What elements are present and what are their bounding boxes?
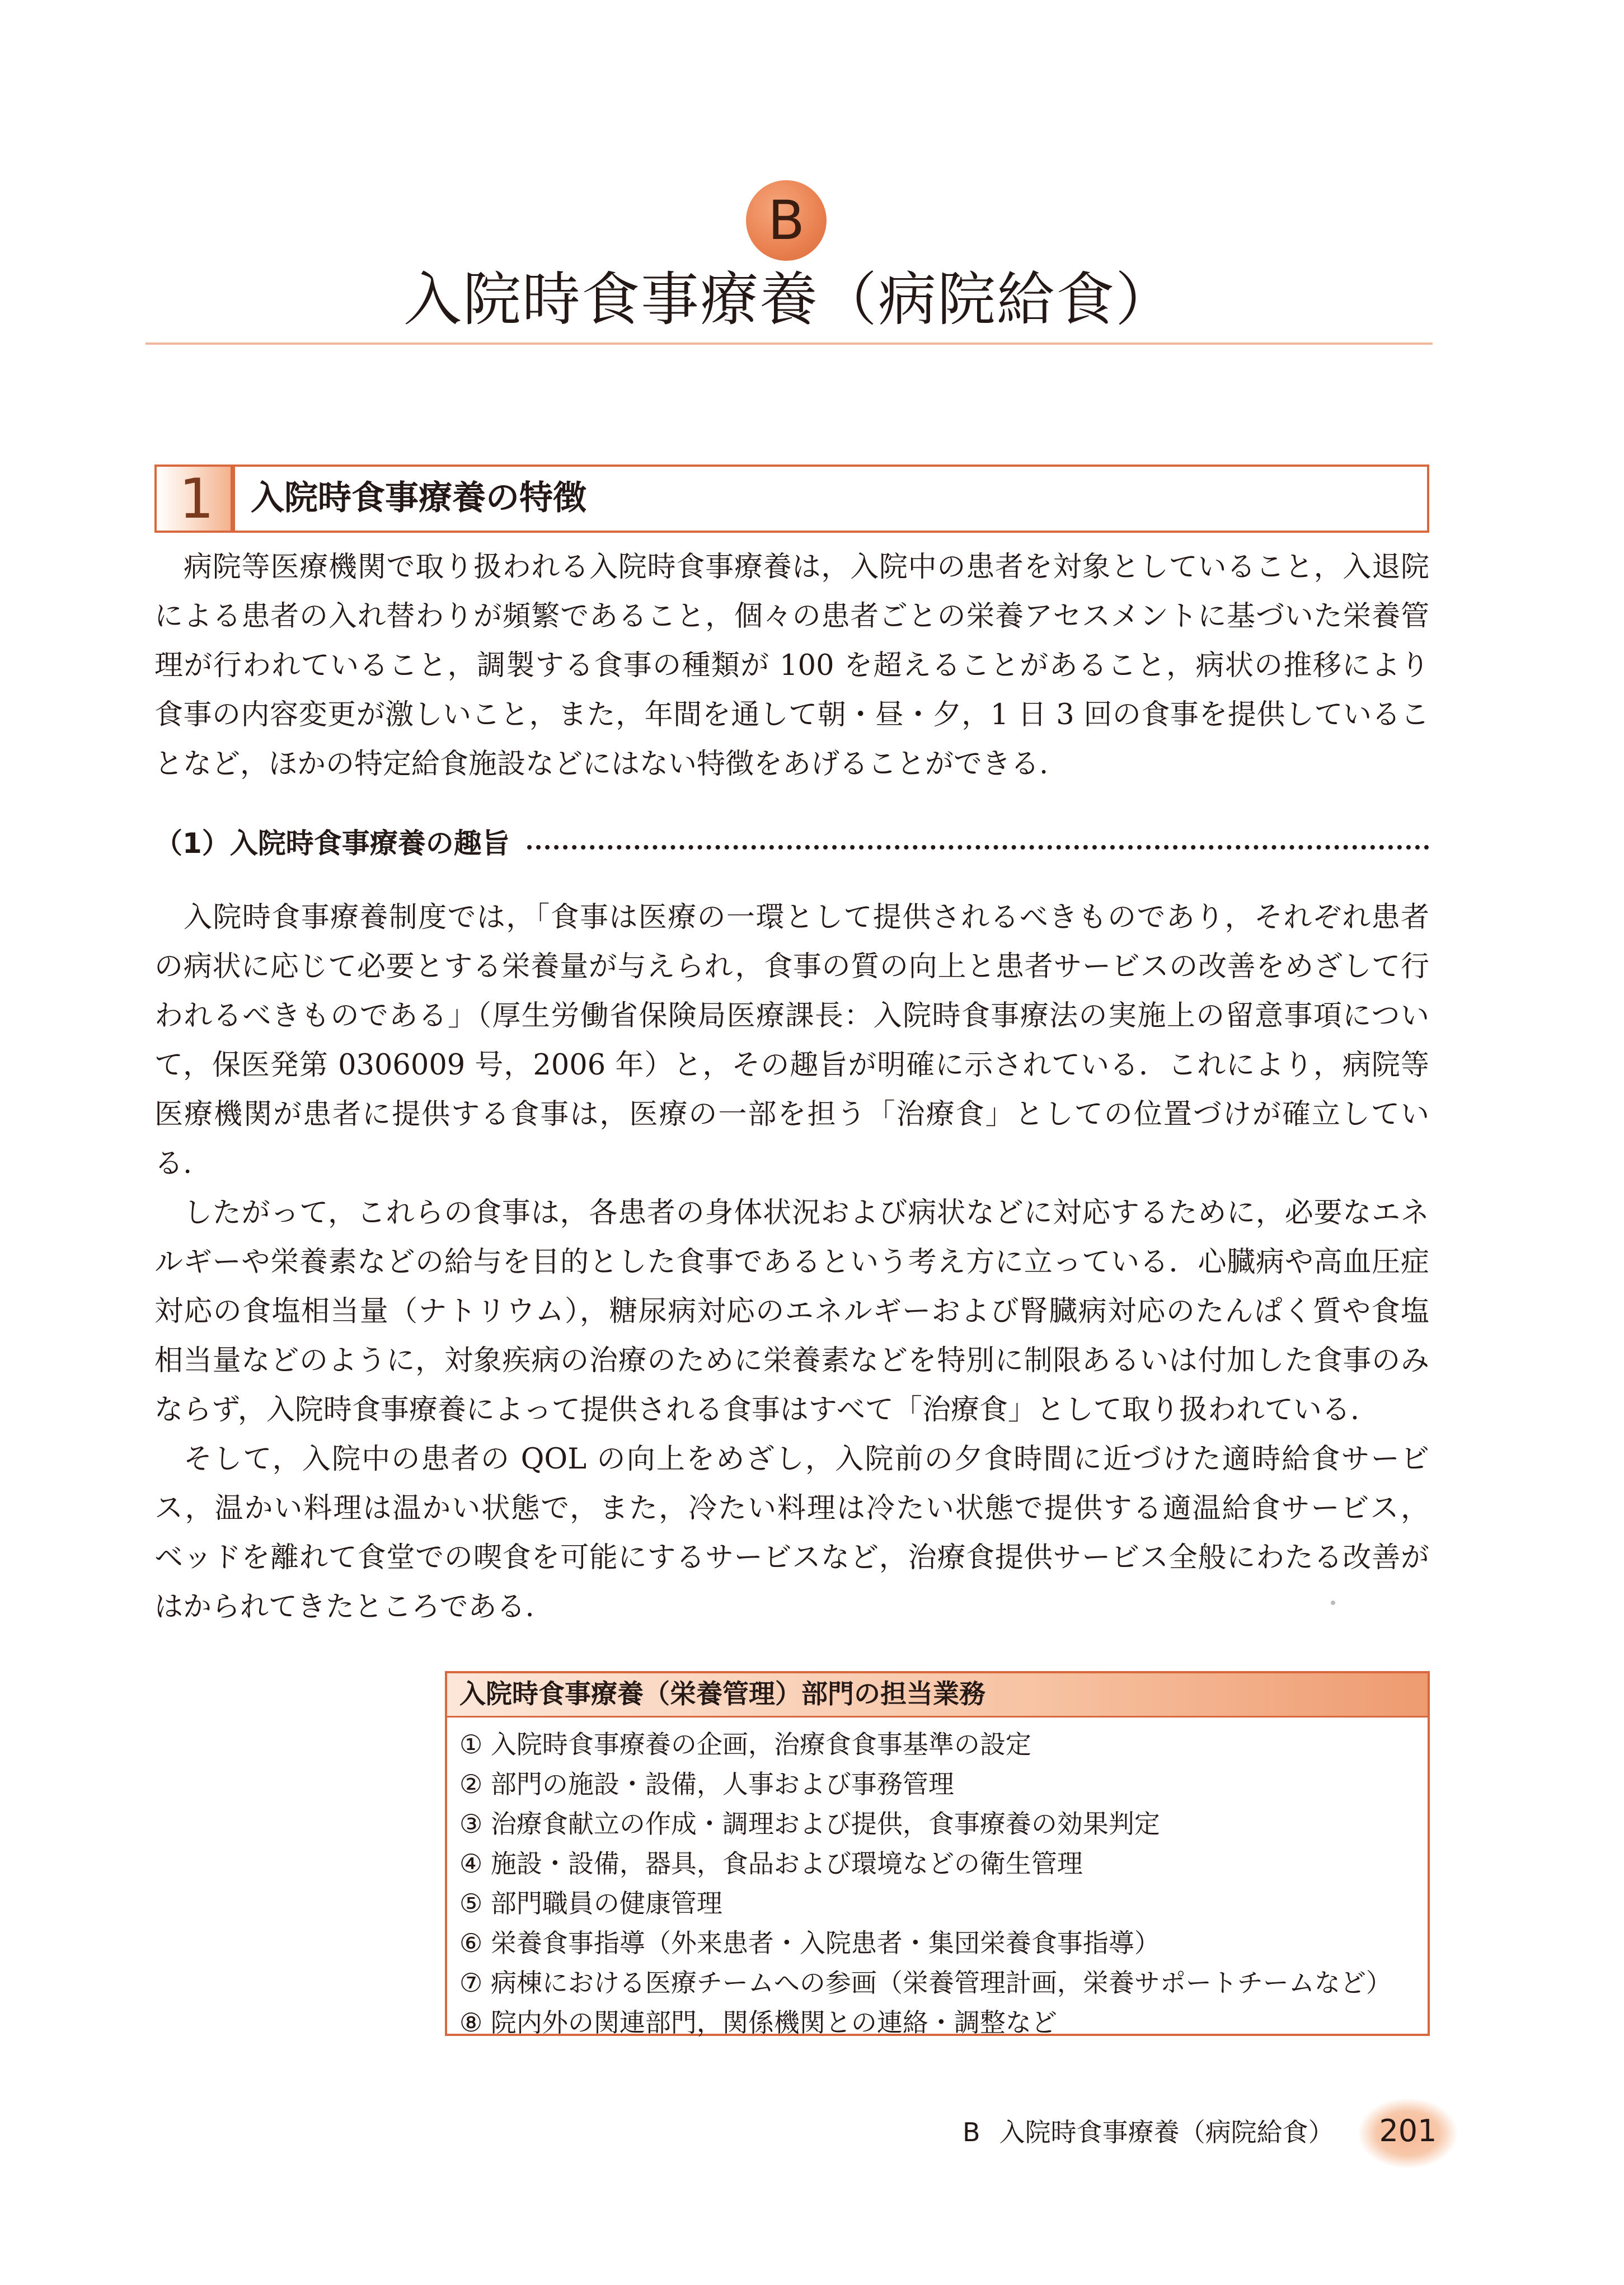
dotted-leader: [518, 845, 1429, 850]
text-line: そして，入院中の患者の QOL の向上をめざし，入院前の夕食時間に近づけた適時給食サービ: [184, 1443, 1429, 1476]
text-line: の病状に応じて必要とする栄養量が与えられ，食事の質の向上と患者サービスの改善をめざして行: [154, 950, 1429, 983]
footer-chapter-title: 入院時食事療養（病院給食）: [999, 2117, 1334, 2147]
text-line: 医療機関が患者に提供する食事は，医療の一部を担う「治療食」としての位置づけが確立してい: [154, 1098, 1429, 1131]
text-line: て，保医発第 0306009 号，2006 年）と，その趣旨が明確に示されている．これにより，病院等: [154, 1049, 1429, 1082]
subsection-heading: [154, 822, 1429, 866]
section-number-divider: [231, 467, 235, 531]
chapter-divider: [145, 342, 1433, 345]
running-footer: [963, 2114, 1334, 2150]
text-line: 食事の内容変更が激しいこと，また，年間を通して朝・昼・夕，1 日 3 回の食事を提供しているこ: [154, 698, 1429, 731]
page-number: 201: [1379, 2113, 1437, 2148]
text-line: 入院時食事療養制度では，「食事は医療の一環として提供されるべきものであり，それぞれ患者: [184, 901, 1429, 934]
page-number-badge: [1359, 2099, 1457, 2168]
duty-item: ⑦ 病棟における医療チームへの参画（栄養管理計画，栄養サポートチームなど）: [459, 1968, 1392, 1998]
duty-item: ⑤ 部門職員の健康管理: [459, 1888, 722, 1918]
text-line: 理が行われていること，調製する食事の種類が 100 を超えることがあること，病状の推移により: [154, 649, 1429, 682]
text-line: る.: [154, 1147, 193, 1180]
text-line: したがって，これらの食事は，各患者の身体状況および病状などに対応するために，必要なエネ: [184, 1197, 1429, 1230]
duty-item: ② 部門の施設・設備，人事および事務管理: [459, 1769, 954, 1799]
text-line: 相当量などのように，対象疾病の治療のために栄養素などを特別に制限あるいは付加した食事のみ: [154, 1344, 1429, 1377]
duty-box-header: [447, 1673, 1428, 1718]
chapter-title: 入院時食事療養（病院給食）: [403, 265, 1175, 334]
text-line: 病院等医療機関で取り扱われる入院時食事療養は，入院中の患者を対象としていること，入退院: [184, 551, 1429, 584]
body-paragraph: [154, 1189, 1429, 1435]
text-line: ベッドを離れて食堂での喫食を可能にするサービスなど，治療食提供サービス全般にわたる改善が: [154, 1541, 1429, 1574]
duty-box: [445, 1671, 1430, 2036]
duty-item: ④ 施設・設備，器具，食品および環境などの衛生管理: [459, 1848, 1083, 1879]
intro-paragraph: [154, 543, 1429, 789]
scan-speck: [1331, 1601, 1335, 1605]
subsection-title: （1）入院時食事療養の趣旨: [154, 824, 523, 863]
footer-chapter-letter: B: [963, 2117, 980, 2147]
duty-item: ③ 治療食献立の作成・調理および提供，食事療養の効果判定: [459, 1809, 1160, 1839]
text-line: われるべきものである」（厚生労働省保険局医療課長：入院時食事療法の実施上の留意事項につい: [154, 1000, 1429, 1033]
body-paragraph: [154, 1435, 1429, 1632]
chapter-letter-badge: B: [746, 180, 827, 261]
text-line: 対応の食塩相当量（ナトリウム），糖尿病対応のエネルギーおよび腎臓病対応のたんぱく質や食塩: [154, 1295, 1429, 1328]
text-line: となど，ほかの特定給食施設などにはない特徴をあげることができる.: [154, 748, 1049, 781]
duty-list: [459, 1725, 1392, 2043]
text-line: による患者の入れ替わりが頻繁であること，個々の患者ごとの栄養アセスメントに基づいた栄養管: [154, 600, 1429, 633]
duty-box-title: 入院時食事療養（栄養管理）部門の担当業務: [459, 1679, 985, 1710]
duty-item: ⑧ 院内外の関連部門，関係機関との連絡・調整など: [459, 2007, 1057, 2038]
section-title: 入院時食事療養の特徴: [251, 478, 586, 518]
body-paragraph: [154, 893, 1429, 1189]
duty-item: ⑥ 栄養食事指導（外来患者・入院患者・集団栄養食事指導）: [459, 1928, 1160, 1958]
section-number-block: [157, 467, 231, 531]
text-line: ならず，入院時食事療養によって提供される食事はすべて「治療食」として取り扱われている.: [154, 1393, 1360, 1427]
text-line: ルギーや栄養素などの給与を目的とした食事であるという考え方に立っている．心臓病や高血圧症: [154, 1246, 1429, 1279]
section-number: 1: [179, 467, 214, 531]
text-line: ス，温かい料理は温かい状態で，また，冷たい料理は冷たい状態で提供する適温給食サービス，: [154, 1492, 1429, 1525]
duty-item: ① 入院時食事療養の企画，治療食食事基準の設定: [459, 1729, 1031, 1760]
text-line: はかられてきたところである.: [154, 1590, 534, 1624]
section-heading: [154, 464, 1429, 533]
